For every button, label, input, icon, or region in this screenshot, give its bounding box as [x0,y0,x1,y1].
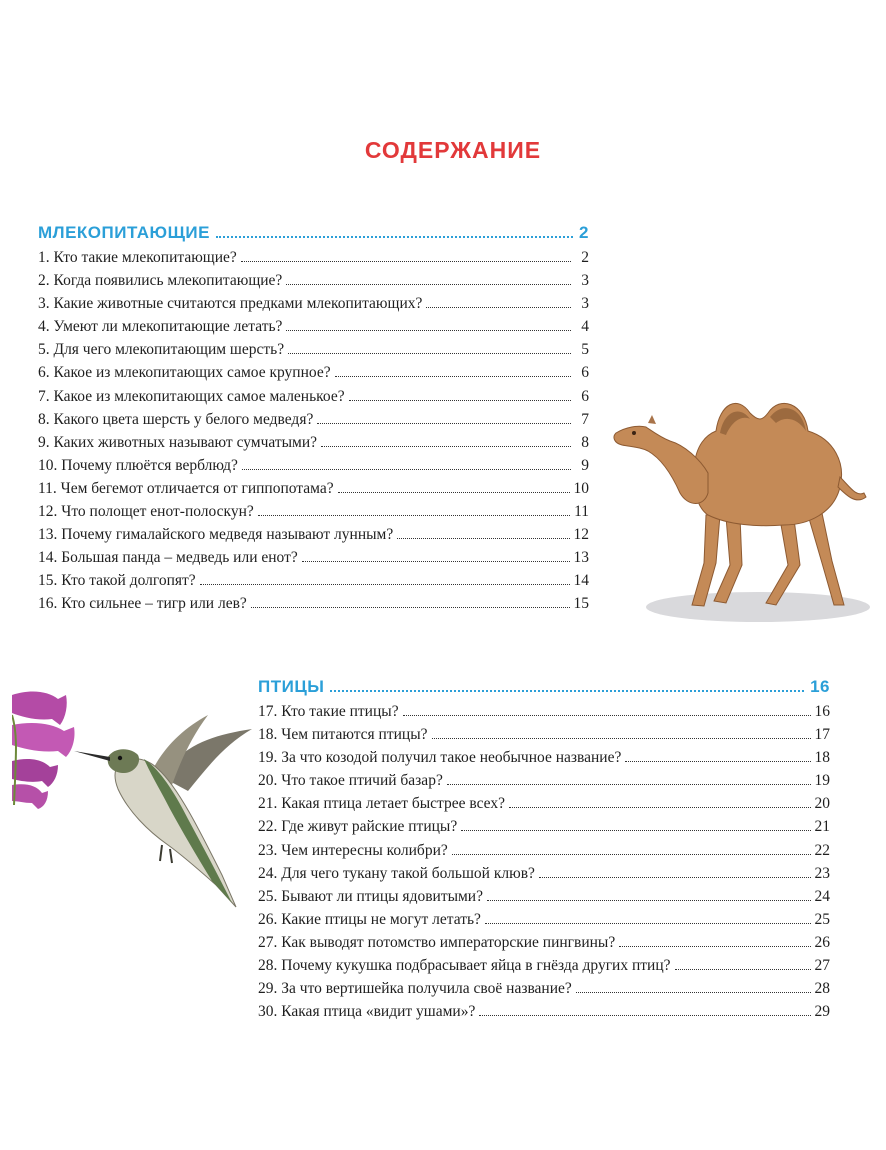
toc-entry[interactable] [38,272,589,295]
entry-text: 16. Кто сильнее – тигр или лев? [38,595,247,613]
leader-dots [625,750,810,762]
entry-page-number: 3 [581,272,589,290]
hummingbird-eye [118,756,122,760]
entry-page-number: 18 [814,749,830,767]
camel-tail [838,477,866,500]
toc-entry[interactable] [258,980,830,1003]
leader-dots [216,224,573,238]
entry-text: 27. Как выводят потомство императорские пингвины? [258,933,616,951]
entry-page-number: 26 [814,933,830,951]
leader-dots [330,678,804,692]
leader-dots [338,481,570,493]
leader-dots [487,889,811,901]
entry-text: 13. Почему гималайского медведя называют лунным? [38,526,394,544]
entry-page-number: 22 [814,841,830,859]
toc-entry[interactable] [38,388,589,411]
entry-page-number: 16 [814,703,830,720]
leader-dots [509,796,811,808]
entry-text: 26. Какие птицы не могут летать? [258,910,481,928]
entry-page-number: 14 [573,572,589,590]
leader-dots [452,843,811,855]
entry-text: 15. Кто такой долгопят? [38,572,196,590]
camel-eye [632,431,636,435]
entry-page-number: 29 [814,1003,830,1021]
entry-page-number: 7 [581,410,589,428]
toc-entry[interactable] [258,1003,830,1026]
toc-entry[interactable] [258,703,830,726]
flower [12,692,67,725]
flower [12,784,48,809]
toc-entry[interactable] [38,318,589,341]
leader-dots [485,912,811,924]
entry-text: 30. Какая птица «видит ушами»? [258,1003,476,1021]
toc-entry[interactable] [38,457,589,480]
camel-ear [648,415,656,424]
toc-entry[interactable] [258,795,830,818]
flower [12,759,58,787]
leader-dots [251,596,570,608]
leader-dots [286,319,571,331]
entry-text: 4. Умеют ли млекопитающие летать? [38,318,283,336]
entry-text: 6. Какое из млекопитающих самое крупное? [38,364,331,382]
toc-entry[interactable] [258,865,830,888]
entry-text: 17. Кто такие птицы? [258,703,399,720]
leader-dots [539,866,811,878]
entry-page-number: 3 [581,295,589,313]
entry-text: 29. За что вертишейка получила своё название? [258,980,572,998]
entry-text: 19. За что козодой получил такое необычное название? [258,749,622,767]
hummingbird-beak [74,751,110,761]
entry-page-number: 6 [581,364,589,382]
entry-text: 11. Чем бегемот отличается от гиппопотама? [38,479,334,497]
entry-page-number: 25 [814,910,830,928]
entry-page-number: 10 [573,479,589,497]
toc-entry[interactable] [258,934,830,957]
leader-dots [335,365,571,377]
toc-entry[interactable] [38,434,589,457]
entry-page-number: 11 [574,503,589,521]
toc-entry[interactable] [258,911,830,934]
entry-page-number: 21 [814,818,830,836]
section-title: ПТИЦЫ [258,677,325,696]
section-page-number: 2 [579,223,589,242]
leader-dots [403,704,811,716]
section-page-number: 16 [810,677,830,696]
entry-page-number: 9 [581,456,589,474]
flower [12,723,75,757]
mammals-section-heading[interactable] [38,223,589,249]
entry-page-number: 15 [573,595,589,613]
hummingbird-illustration [12,685,262,915]
entry-page-number: 17 [814,726,830,744]
leader-dots [288,342,571,354]
entry-text: 12. Что полощет енот-полоскун? [38,503,254,521]
entry-text: 25. Бывают ли птицы ядовитыми? [258,887,483,905]
entry-text: 23. Чем интересны колибри? [258,841,448,859]
leader-dots [619,935,810,947]
leader-dots [675,958,811,970]
toc-entry[interactable] [258,749,830,772]
entry-text: 8. Какого цвета шерсть у белого медведя? [38,410,314,428]
toc-entry[interactable] [258,842,830,865]
entry-text: 22. Где живут райские птицы? [258,818,458,836]
toc-entry[interactable] [38,364,589,387]
entry-page-number: 2 [581,249,589,266]
toc-entry[interactable] [38,595,589,618]
entry-text: 28. Почему кукушка подбрасывает яйца в гнёзда других птиц? [258,957,671,975]
leader-dots [447,773,811,785]
entry-text: 24. Для чего тукану такой большой клюв? [258,864,535,882]
camel-leg [808,513,844,605]
entry-page-number: 13 [573,549,589,567]
entry-page-number: 4 [581,318,589,336]
entry-text: 10. Почему плюётся верблюд? [38,456,238,474]
camel-neck [614,426,708,503]
entry-text: 21. Какая птица летает быстрее всех? [258,795,505,813]
toc-entry[interactable] [258,726,830,749]
toc-entry[interactable] [258,957,830,980]
leader-dots [241,250,571,262]
toc-entry[interactable] [38,480,589,503]
leader-dots [258,504,570,516]
leader-dots [242,458,571,470]
leader-dots [461,819,810,831]
hummingbird [74,715,252,907]
entry-text: 5. Для чего млекопитающим шерсть? [38,341,285,359]
entry-text: 7. Какое из млекопитающих самое маленькое? [38,387,345,405]
entry-text: 18. Чем питаются птицы? [258,726,428,744]
leader-dots [576,981,811,993]
flower-cluster [12,692,75,809]
entry-page-number: 24 [814,887,830,905]
toc-entry[interactable] [38,411,589,434]
entry-text: 3. Какие животные считаются предками млекопитающих? [38,295,423,313]
entry-page-number: 28 [814,980,830,998]
page-title: СОДЕРЖАНИЕ [364,137,542,163]
birds-section [258,677,830,1026]
toc-entry[interactable] [38,295,589,318]
toc-entry[interactable] [38,572,589,595]
mammals-section [38,223,589,619]
entry-text: 2. Когда появились млекопитающие? [38,272,283,290]
camel-leg [766,519,800,605]
leader-dots [317,412,571,424]
entry-page-number: 19 [814,772,830,790]
camel-leg [692,515,720,606]
camel-body [694,403,842,525]
toc-entry[interactable] [258,888,830,911]
leader-dots [200,573,570,585]
entry-text: 9. Каких животных называют сумчатыми? [38,433,318,451]
leader-dots [479,1004,810,1016]
toc-entry[interactable] [38,503,589,526]
entry-page-number: 8 [581,433,589,451]
entry-page-number: 27 [814,957,830,975]
camel-illustration [608,375,878,625]
entry-page-number: 20 [814,795,830,813]
leader-dots [286,273,571,285]
leader-dots [426,296,571,308]
hummingbird-feet [160,845,172,863]
birds-section-heading[interactable] [258,677,830,703]
leader-dots [302,550,570,562]
entry-page-number: 23 [814,864,830,882]
entry-page-number: 6 [581,387,589,405]
toc-entry[interactable] [258,772,830,795]
entry-text: 14. Большая панда – медведь или енот? [38,549,298,567]
leader-dots [349,389,571,401]
entry-text: 1. Кто такие млекопитающие? [38,249,237,266]
leader-dots [432,727,811,739]
leader-dots [321,435,571,447]
entry-text: 20. Что такое птичий базар? [258,772,443,790]
toc-entry[interactable] [38,549,589,572]
section-title: МЛЕКОПИТАЮЩИЕ [38,223,210,242]
leader-dots [397,527,569,539]
toc-entry[interactable] [38,341,589,364]
toc-entry[interactable] [38,249,589,272]
entry-page-number: 12 [573,526,589,544]
toc-entry[interactable] [258,818,830,841]
entry-page-number: 5 [581,341,589,359]
toc-entry[interactable] [38,526,589,549]
